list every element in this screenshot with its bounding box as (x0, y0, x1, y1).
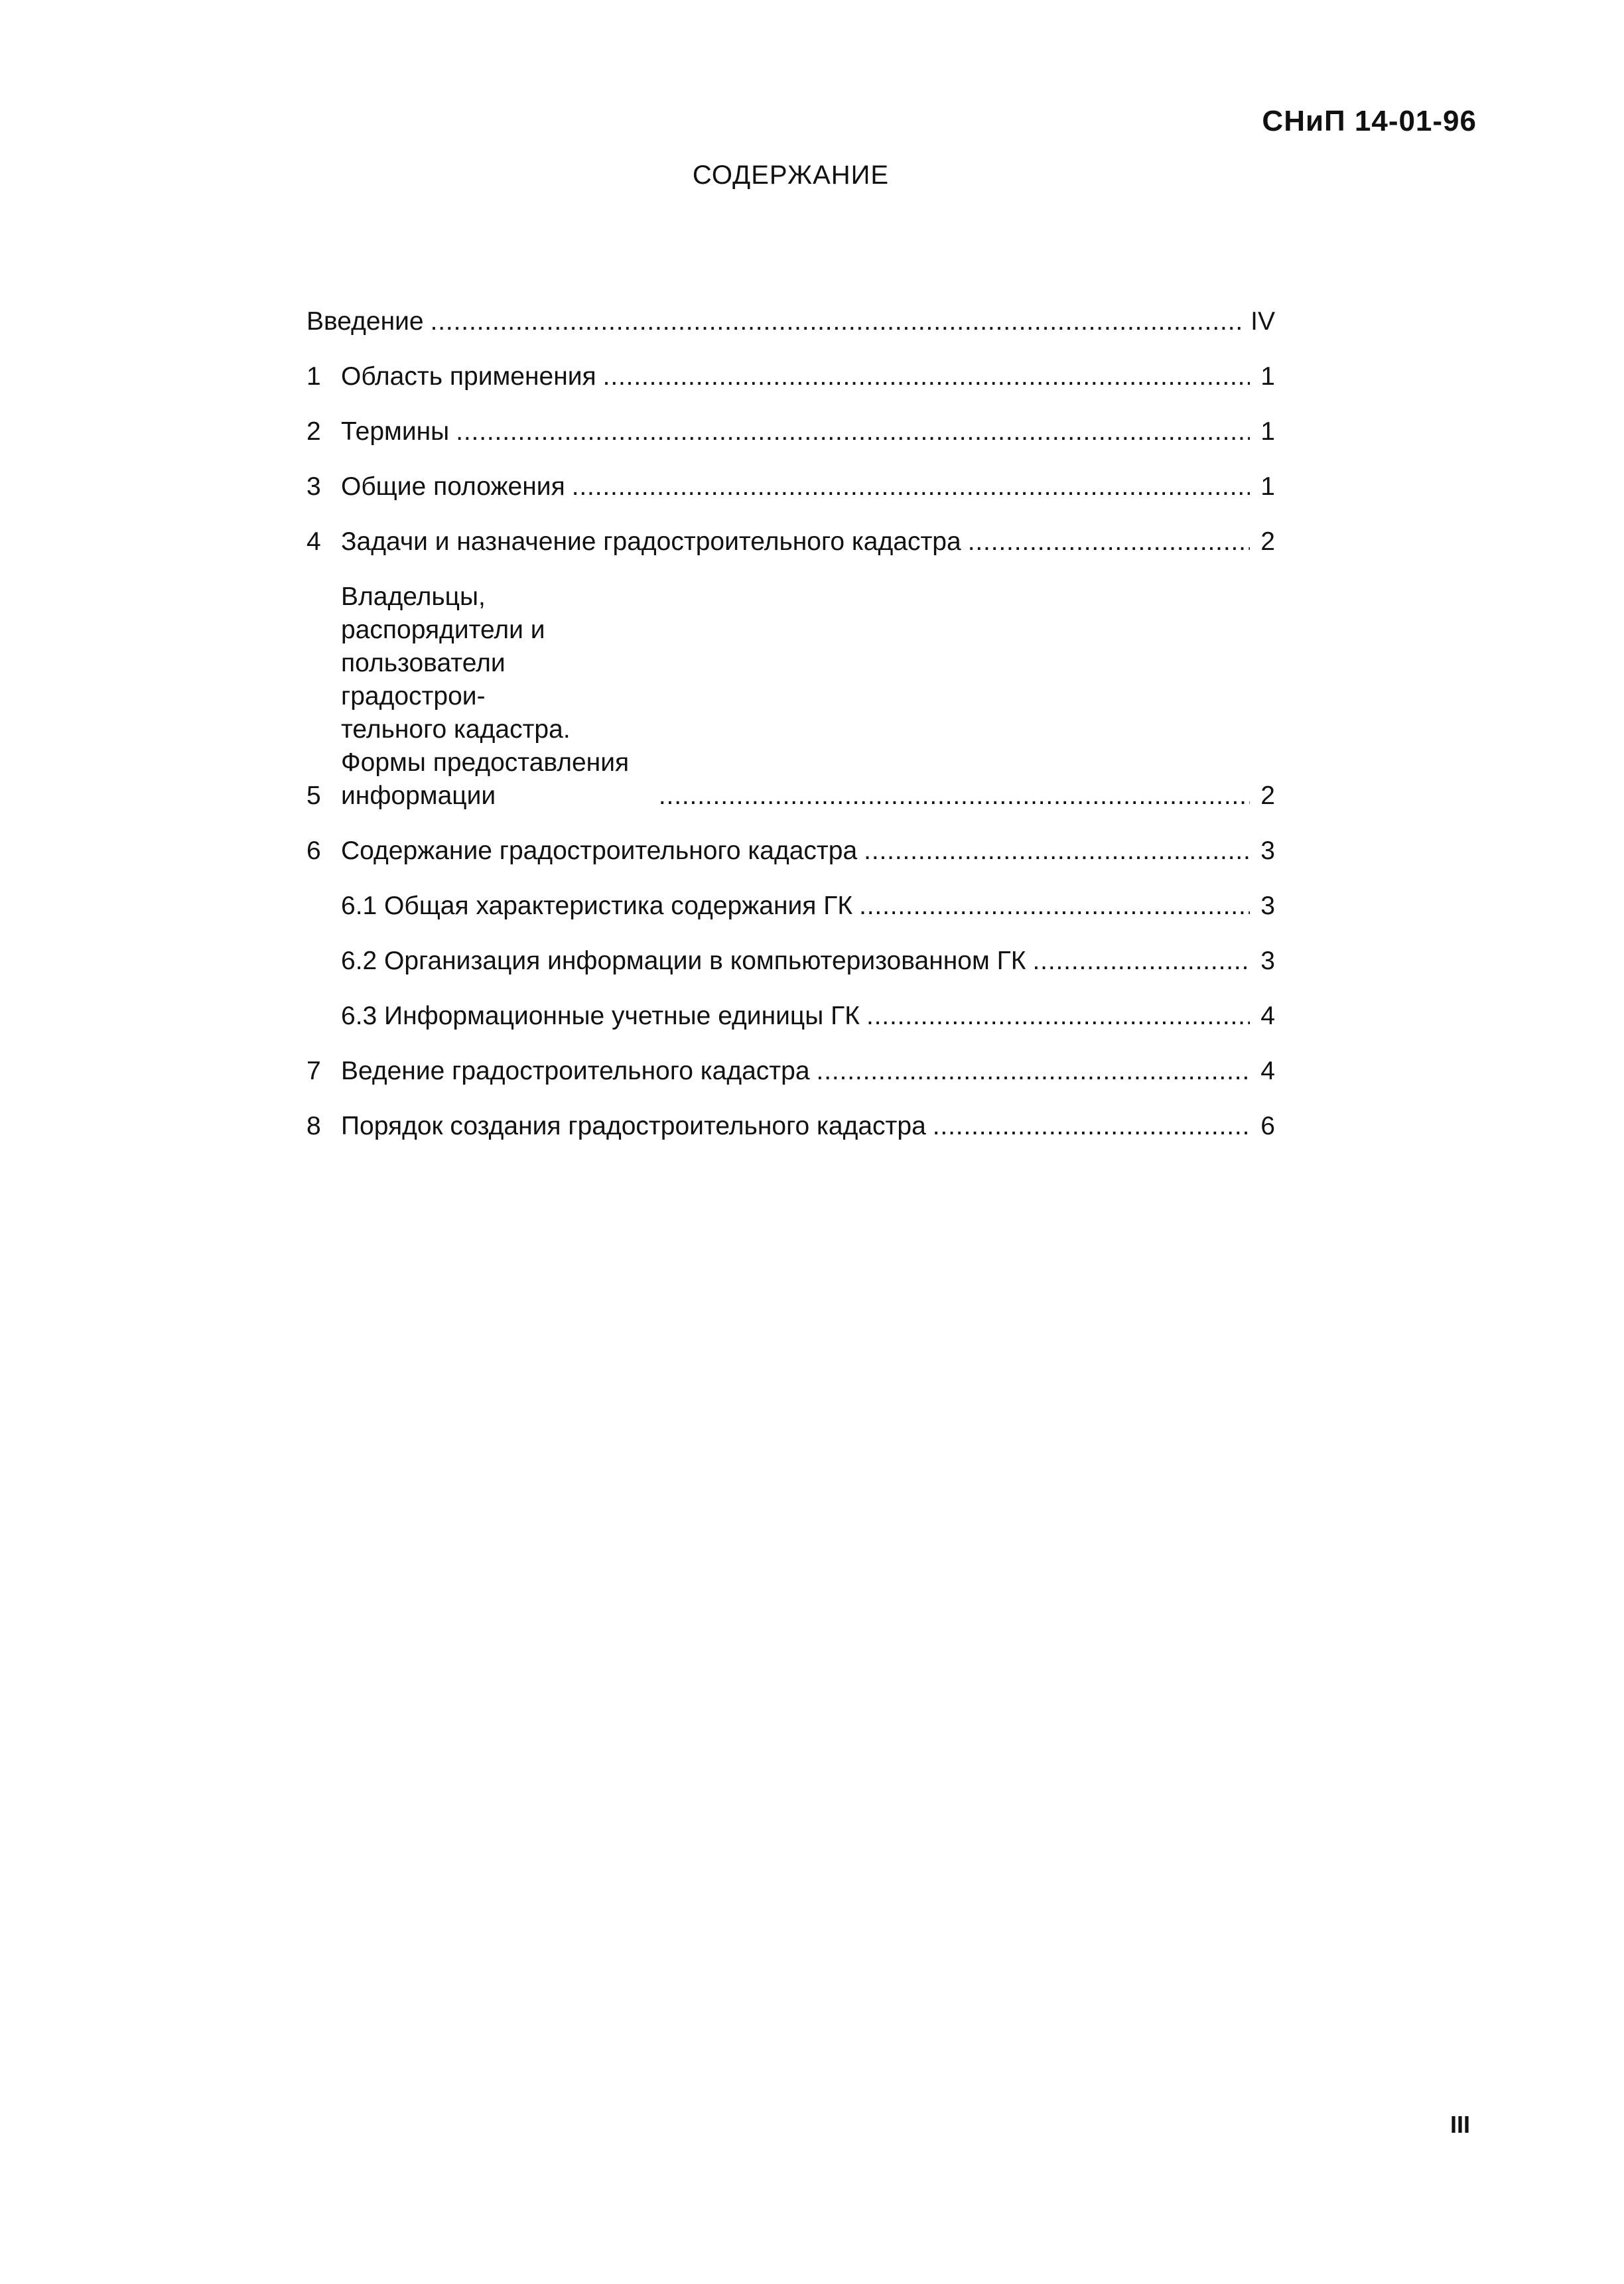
toc-entry-page: 6 (1260, 1112, 1275, 1140)
toc-entry-number: 2 (306, 417, 321, 446)
toc-entry-page: 1 (1260, 417, 1275, 446)
dot-leader (864, 835, 1250, 868)
page-number: III (1450, 2111, 1470, 2138)
toc-entry-number: 5 (306, 781, 321, 810)
toc-entry-label: 6.3 Информационные учетные единицы ГК (341, 1002, 860, 1030)
dot-leader (933, 1110, 1250, 1143)
toc-entry-page: 4 (1260, 1002, 1275, 1030)
dot-leader (817, 1055, 1250, 1088)
toc-entry-maintenance[interactable] (306, 1055, 1275, 1088)
toc-entry-label-line-2: тельного кадастра. Формы предоставления информации (341, 715, 630, 810)
toc-entry-introduction[interactable] (306, 305, 1275, 338)
toc-entry-label: Общие положения (341, 472, 565, 501)
toc-entry-objectives[interactable] (306, 525, 1275, 559)
toc-entry-page: 2 (1260, 781, 1275, 810)
dot-leader (572, 470, 1250, 504)
toc-entry-page: 4 (1260, 1057, 1275, 1085)
toc-entry-label: Порядок создания градостроительного кадастра (341, 1112, 926, 1140)
toc-entry-number: 6 (306, 837, 321, 865)
toc-entry-label: Содержание градостроительного кадастра (341, 837, 858, 865)
toc-entry-label: 6.2 Организация информации в компьютеризованном ГК (341, 947, 1026, 975)
toc-entry-number: 4 (306, 527, 321, 556)
dot-leader (968, 525, 1250, 559)
toc-entry-page: 1 (1260, 472, 1275, 501)
table-of-contents (306, 305, 1275, 1165)
toc-entry-number: 8 (306, 1112, 321, 1140)
toc-subentry-6-2[interactable] (306, 945, 1275, 978)
toc-entry-label: Введение (306, 307, 424, 336)
dot-leader (1032, 945, 1250, 978)
toc-entry-page: 3 (1260, 892, 1275, 920)
toc-entry-label: 6.1 Общая характеристика содержания ГК (341, 892, 853, 920)
toc-entry-creation-procedure[interactable] (306, 1110, 1275, 1143)
toc-entry-number: 1 (306, 362, 321, 391)
toc-entry-content[interactable] (306, 835, 1275, 868)
toc-entry-page: 3 (1260, 947, 1275, 975)
toc-entry-terms[interactable] (306, 415, 1275, 448)
dot-leader (456, 415, 1250, 448)
dot-leader (603, 360, 1250, 393)
toc-entry-label: Задачи и назначение градостроительного кадастра (341, 527, 961, 556)
toc-entry-label: Область применения (341, 362, 596, 391)
toc-entry-general-provisions[interactable] (306, 470, 1275, 504)
toc-entry-label-line-1: Владельцы, распорядители и пользователи градострои- (341, 582, 545, 710)
dot-leader (859, 890, 1250, 923)
toc-subentry-6-3[interactable] (306, 1000, 1275, 1033)
document-code: СНиП 14-01-96 (1262, 105, 1477, 137)
toc-entry-label: Термины (341, 417, 450, 446)
toc-entry-page: 2 (1260, 527, 1275, 556)
toc-entry-page: IV (1251, 307, 1275, 336)
toc-entry-number: 7 (306, 1057, 321, 1085)
dot-leader (431, 305, 1245, 338)
toc-entry-page: 1 (1260, 362, 1275, 391)
toc-entry-owners[interactable] (306, 580, 1275, 813)
toc-title: СОДЕРЖАНИЕ (692, 161, 890, 190)
toc-subentry-6-1[interactable] (306, 890, 1275, 923)
toc-entry-label (341, 580, 652, 813)
dot-leader (659, 779, 1250, 813)
toc-entry-label: Ведение градостроительного кадастра (341, 1057, 810, 1085)
toc-entry-scope[interactable] (306, 360, 1275, 393)
toc-entry-page: 3 (1260, 837, 1275, 865)
toc-entry-number: 3 (306, 472, 321, 501)
dot-leader (866, 1000, 1250, 1033)
